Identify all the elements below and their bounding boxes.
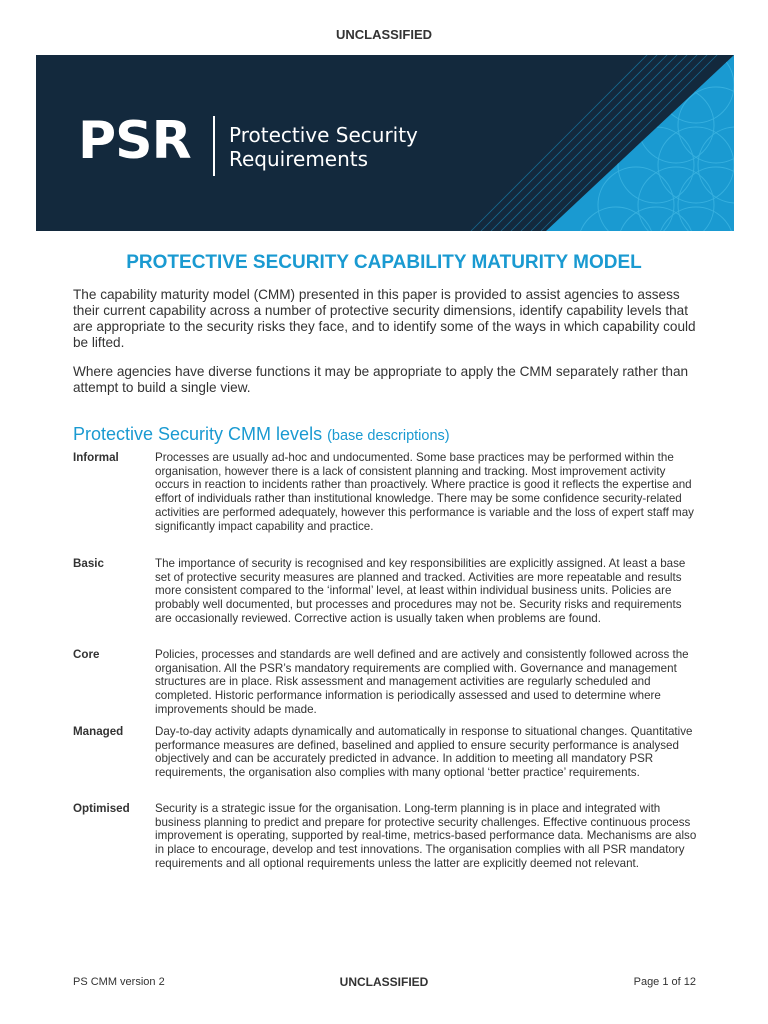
psr-logo: PSR — [78, 111, 191, 171]
level-desc-basic: The importance of security is recognised and key responsibilities are explicitly assigned. At least a base set of protective security measures are planned and tracked. Activities are more repeatable and results more consistent compared to the ‘informal’ level, at least within individual business units. Policies are probably well documented, but processes and procedures may not be. Security risks and requirements are occasionally reviewed. Corrective action is usually taken when problems are found. — [155, 557, 686, 625]
level-label-optimised: Optimised — [73, 802, 130, 815]
footer-classification: UNCLASSIFIED — [339, 975, 429, 989]
classification-header: UNCLASSIFIED — [335, 27, 433, 42]
intro-paragraph-1: The capability maturity model (CMM) presented in this paper is provided to assist agencies to assess their current capability across a number of protective security dimensions, identify capability levels that are appropriate to the security risks they face, and to identify some of the ways in which capability could be lifted. — [73, 287, 696, 350]
footer-version: PS CMM version 2 — [73, 976, 165, 988]
intro-paragraph-2: Where agencies have diverse functions it may be appropriate to apply the CMM separately rather than attempt to build a single view. — [73, 364, 689, 395]
level-desc-core: Policies, processes and standards are well defined and are actively and consistently followed across the organisation. All the PSR’s mandatory requirements are complied with. Governance and management structures are in place. Risk assessment and management activities are regularly scheduled and completed. Historic performance information is periodically assessed and used to determine where improvements should be made. — [155, 648, 689, 716]
section-heading — [73, 424, 450, 445]
level-label-informal: Informal — [73, 451, 119, 464]
section-heading-sub: (base descriptions) — [327, 428, 450, 444]
level-desc-optimised: Security is a strategic issue for the organisation. Long-term planning is in place and integrated with business planning to predict and prepare for protective security challenges. Effective continuous process improvement is operating, supported by real-time, metrics-based performance data. Mechanisms are also in place to encourage, develop and test innovations. The organisation complies with all PSR mandatory requirements and all optional requirements unless the latter are explicitly deemed not relevant. — [155, 802, 697, 870]
section-heading-main: Protective Security CMM levels — [73, 424, 323, 444]
level-label-basic: Basic — [73, 557, 104, 570]
level-desc-informal: Processes are usually ad-hoc and undocumented. Some base practices may be performed within the organisation, however there is a lack of consistent planning and tracking. Most improvement activity occurs in reaction to incidents rather than proactively. Where practice is good it reflects the expertise and effort of individuals rather than institutional knowledge. There may be some confidence security-related activities are performed adequately, however this performance is variable and the loss of expert staff may significantly impact capability and practice. — [155, 451, 694, 533]
level-label-managed: Managed — [73, 725, 124, 738]
logo-divider — [213, 116, 215, 176]
level-label-core: Core — [73, 648, 100, 661]
banner-subtitle-line1: Protective Security — [229, 123, 418, 147]
level-desc-managed: Day-to-day activity adapts dynamically and automatically in response to situational changes. Quantitative performance measures are defined, baselined and applied to ensure security performance is analysed objectively and can be accurately predicted in advance. In addition to meeting all mandatory PSR requirements, the organisation also complies with many optional ‘better practice’ requirements. — [155, 725, 693, 780]
psr-banner — [36, 55, 734, 231]
banner-subtitle-line2: Requirements — [229, 147, 369, 171]
footer-page-number: Page 1 of 12 — [633, 976, 696, 988]
banner-subtitle — [229, 123, 418, 171]
document-title: PROTECTIVE SECURITY CAPABILITY MATURITY MODEL — [126, 252, 642, 273]
